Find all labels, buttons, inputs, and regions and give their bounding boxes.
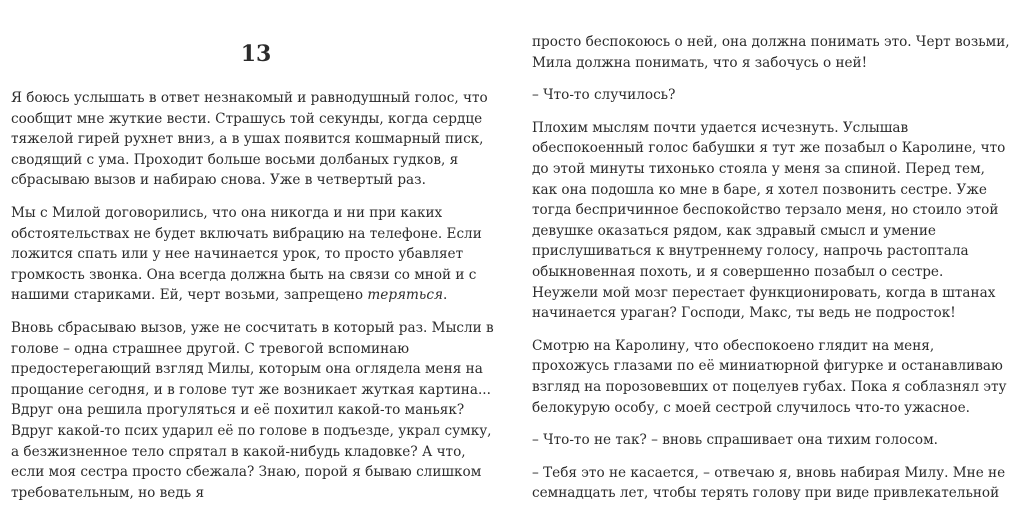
right-page: [532, 32, 1010, 516]
paragraph: – Тебя это не касается, – отвечаю я, вновь набирая Милу. Мне не семнадцать лет, чтобы терять голову при виде привлекательной: [532, 464, 1006, 502]
paragraph: [11, 203, 501, 306]
paragraph-text: Мы с Милой договорились, что она никогда и ни при каких обстоятельствах не будет включать вибрацию на телефоне. Если ложится спать или у нее начинается урок, то просто убавляет громкость звонка. Она всегда должна быть на связи со мной и с нашими стариками. Ей, черт возьми, запрещено: [11, 204, 482, 304]
paragraph: – Что-то случилось?: [532, 87, 676, 104]
left-page: [11, 0, 501, 515]
paragraph: просто беспокоюсь о ней, она должна понимать это. Черт возьми, Мила должна понимать, что я забочусь о ней!: [532, 34, 1010, 71]
paragraph: Смотрю на Каролину, что обеспокоено глядит на меня, прохожусь глазами по её миниатюрной фигурке и останавливаю взгляд на порозовевших от поцелуев губах. Пока я соблазнял эту белокурую особу, с моей сестрой случилось что-то ужасное.: [532, 337, 1007, 416]
paragraph: Плохим мыслям почти удается исчезнуть. Услышав обеспокоенный голос бабушки я тут же позабыл о Каролине, что до этой минуты тихонько стояла у меня за спиной. Перед тем, как она подошла ко мне в баре, я хотел позвонить сестре. Уже тогда беспричинное беспокойство терзало меня, но стоило этой девушке оказаться рядом, как здравый смысл и умение прислушиваться к внутреннему голосу, напрочь растоптала обыкновенная похоть, и я совершенно позабыл о сестре. Неужели мой мозг перестает функционировать, когда в штанах начинается ураган? Господи, Макс, ты ведь не подросток!: [532, 119, 1006, 322]
paragraph: Вновь сбрасываю вызов, уже не сосчитать в который раз. Мысли в голове – одна страшнее другой. С тревогой вспоминаю предостерегающий взгляд Милы, которым она оглядела меня на прощание сегодня, и в голове тут же возникает жуткая картина... Вдруг она решила прогуляться и её похитил какой-то маньяк? Вдруг какой-то псих ударил её по голове в подъезде, украл сумку, а безжизненное тело спрятал в какой-нибудь кладовке? А что, если моя сестра просто сбежала? Знаю, порой я бываю слишком требовательным, но ведь я: [11, 319, 494, 501]
paragraph-end: .: [442, 287, 448, 304]
paragraph: – Что-то не так? – вновь спрашивает она тихим голосом.: [532, 432, 939, 449]
chapter-number: 13: [240, 41, 272, 67]
paragraph: Я боюсь услышать в ответ незнакомый и равнодушный голос, что сообщит мне жуткие вести. Страшусь той секунды, когда сердце тяжелой гирей рухнет вниз, а в ушах появится кошмарный писк, сводящий с ума. Проходит больше восьми долбаных гудков, я сбрасываю вызов и набираю снова. Уже в четвертый раз.: [11, 90, 488, 189]
italic-word: теряться: [367, 287, 443, 304]
